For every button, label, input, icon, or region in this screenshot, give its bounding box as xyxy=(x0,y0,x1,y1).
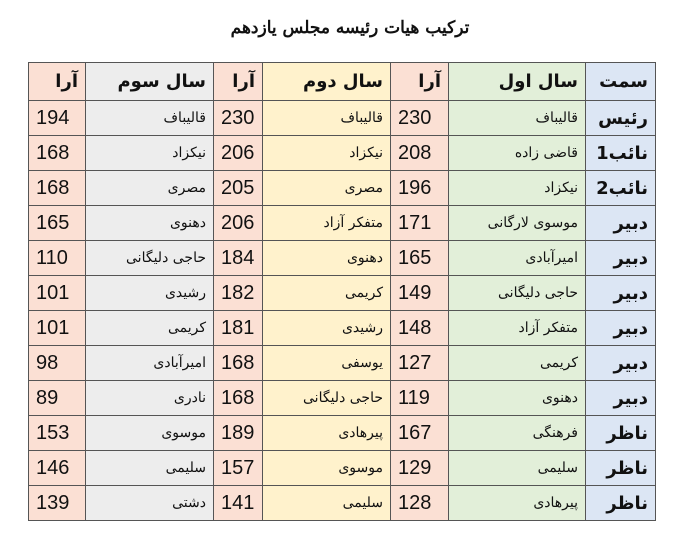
cell-year3-votes: 98 xyxy=(29,346,86,381)
cell-year2-name: رشیدی xyxy=(263,311,391,346)
cell-year2-votes: 206 xyxy=(214,136,263,171)
cell-year3-name: نیکزاد xyxy=(86,136,214,171)
cell-year1-votes: 165 xyxy=(391,241,449,276)
cell-year2-name: دهنوی xyxy=(263,241,391,276)
cell-year3-name: سلیمی xyxy=(86,451,214,486)
cell-year1-name: پیرهادی xyxy=(449,486,586,521)
cell-year1-votes: 149 xyxy=(391,276,449,311)
cell-year2-name: موسوی xyxy=(263,451,391,486)
cell-year1-votes: 171 xyxy=(391,206,449,241)
cell-role: نائب1 xyxy=(586,136,656,171)
cell-year3-name: امیرآبادی xyxy=(86,346,214,381)
cell-year2-votes: 141 xyxy=(214,486,263,521)
cell-year3-name: قالیباف xyxy=(86,101,214,136)
table-row xyxy=(29,311,656,346)
cell-year3-votes: 101 xyxy=(29,311,86,346)
cell-year2-votes: 168 xyxy=(214,381,263,416)
cell-year3-name: دشتی xyxy=(86,486,214,521)
cell-year3-votes: 168 xyxy=(29,171,86,206)
table-row xyxy=(29,486,656,521)
cell-year3-name: حاجی دلیگانی xyxy=(86,241,214,276)
cell-year1-name: موسوی لارگانی xyxy=(449,206,586,241)
header-votes2: آرا xyxy=(214,63,263,101)
cell-role: رئیس xyxy=(586,101,656,136)
cell-year1-votes: 167 xyxy=(391,416,449,451)
page-title: ترکیب هیات رئیسه مجلس یازدهم xyxy=(230,18,470,38)
cell-role: نائب2 xyxy=(586,171,656,206)
cell-year2-name: قالیباف xyxy=(263,101,391,136)
cell-year1-votes: 196 xyxy=(391,171,449,206)
cell-year1-name: نیکزاد xyxy=(449,171,586,206)
cell-year2-name: مصری xyxy=(263,171,391,206)
cell-year3-votes: 194 xyxy=(29,101,86,136)
table-row xyxy=(29,381,656,416)
table-row xyxy=(29,451,656,486)
cell-year1-name: دهنوی xyxy=(449,381,586,416)
cell-year1-votes: 127 xyxy=(391,346,449,381)
cell-year1-name: قالیباف xyxy=(449,101,586,136)
header-year2: سال دوم xyxy=(263,63,391,101)
cell-year1-votes: 128 xyxy=(391,486,449,521)
table-row xyxy=(29,101,656,136)
cell-role: دبیر xyxy=(586,276,656,311)
cell-role: دبیر xyxy=(586,241,656,276)
cell-year2-votes: 182 xyxy=(214,276,263,311)
cell-year2-votes: 184 xyxy=(214,241,263,276)
cell-year2-name: پیرهادی xyxy=(263,416,391,451)
table-row xyxy=(29,416,656,451)
cell-year1-votes: 230 xyxy=(391,101,449,136)
cell-role: ناظر xyxy=(586,416,656,451)
cell-year2-name: سلیمی xyxy=(263,486,391,521)
cell-year3-name: دهنوی xyxy=(86,206,214,241)
cell-year3-name: کریمی xyxy=(86,311,214,346)
presidium-table xyxy=(28,62,656,521)
cell-year1-name: فرهنگی xyxy=(449,416,586,451)
header-year3: سال سوم xyxy=(86,63,214,101)
cell-year2-votes: 206 xyxy=(214,206,263,241)
cell-year1-votes: 129 xyxy=(391,451,449,486)
cell-year1-votes: 119 xyxy=(391,381,449,416)
cell-year3-votes: 146 xyxy=(29,451,86,486)
cell-year1-name: امیرآبادی xyxy=(449,241,586,276)
cell-year3-votes: 153 xyxy=(29,416,86,451)
cell-year3-name: موسوی xyxy=(86,416,214,451)
table-row xyxy=(29,171,656,206)
cell-year3-votes: 168 xyxy=(29,136,86,171)
header-votes1: آرا xyxy=(391,63,449,101)
cell-year1-name: کریمی xyxy=(449,346,586,381)
cell-year3-votes: 110 xyxy=(29,241,86,276)
cell-year3-name: مصری xyxy=(86,171,214,206)
cell-year1-name: قاضی زاده xyxy=(449,136,586,171)
cell-role: دبیر xyxy=(586,346,656,381)
cell-year2-votes: 205 xyxy=(214,171,263,206)
cell-year2-name: متفکر آزاد xyxy=(263,206,391,241)
cell-year2-votes: 181 xyxy=(214,311,263,346)
cell-role: دبیر xyxy=(586,206,656,241)
table-header-row xyxy=(29,63,656,101)
table-row xyxy=(29,206,656,241)
header-votes3: آرا xyxy=(29,63,86,101)
cell-year1-name: حاجی دلیگانی xyxy=(449,276,586,311)
cell-year1-name: سلیمی xyxy=(449,451,586,486)
table-row xyxy=(29,241,656,276)
header-role: سمت xyxy=(586,63,656,101)
cell-role: ناظر xyxy=(586,451,656,486)
table-row xyxy=(29,346,656,381)
table-row xyxy=(29,276,656,311)
cell-year2-votes: 157 xyxy=(214,451,263,486)
cell-year2-name: کریمی xyxy=(263,276,391,311)
cell-year3-votes: 139 xyxy=(29,486,86,521)
cell-year3-name: نادری xyxy=(86,381,214,416)
header-year1: سال اول xyxy=(449,63,586,101)
cell-year2-name: حاجی دلیگانی xyxy=(263,381,391,416)
cell-year3-votes: 89 xyxy=(29,381,86,416)
cell-role: ناظر xyxy=(586,486,656,521)
cell-year3-name: رشیدی xyxy=(86,276,214,311)
cell-year2-votes: 168 xyxy=(214,346,263,381)
cell-year1-name: متفکر آزاد xyxy=(449,311,586,346)
table-row xyxy=(29,136,656,171)
cell-year2-votes: 230 xyxy=(214,101,263,136)
cell-year1-votes: 208 xyxy=(391,136,449,171)
cell-role: دبیر xyxy=(586,381,656,416)
cell-role: دبیر xyxy=(586,311,656,346)
cell-year2-votes: 189 xyxy=(214,416,263,451)
table-body xyxy=(29,101,656,521)
cell-year2-name: نیکزاد xyxy=(263,136,391,171)
cell-year1-votes: 148 xyxy=(391,311,449,346)
cell-year3-votes: 165 xyxy=(29,206,86,241)
cell-year3-votes: 101 xyxy=(29,276,86,311)
cell-year2-name: یوسفی xyxy=(263,346,391,381)
